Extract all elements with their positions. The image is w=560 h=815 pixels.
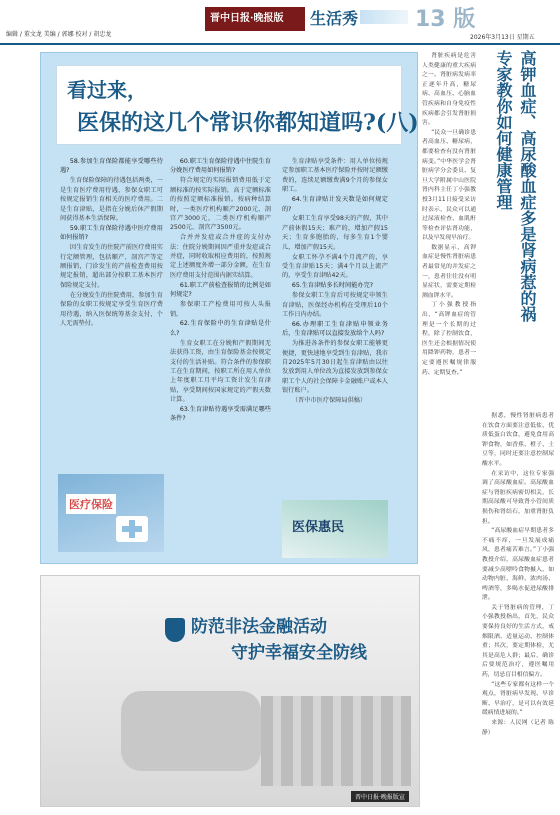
editors-line: 编辑 / 董文龙 美编 / 郭娜 校对 / 胡忠龙 bbox=[6, 31, 112, 38]
paragraph: 62.生育保险中的生育津贴是什么? bbox=[170, 320, 271, 337]
hand-illustration bbox=[121, 691, 261, 771]
section-title: 生活秀 bbox=[310, 9, 359, 28]
ad-line1: 防范非法金融活动 bbox=[191, 617, 327, 637]
paragraph: 因生育发生的住院产前医疗费用实行定额管理，包括顺产、剖宫产等定额报销，门诊发生的产前检查费用按规定报销，超出部分按职工基本医疗保险规定支付。 bbox=[60, 244, 163, 289]
paragraph: 63.生育津贴待遇享受需满足哪些条件? bbox=[170, 406, 271, 423]
source-credit: 来源：人民网（记者 陈静） bbox=[482, 720, 554, 736]
paragraph: 65.生育津贴多长时间能办完? bbox=[291, 282, 374, 290]
title-line1: 高钾血症、高尿酸血症多是肾病惹的祸 bbox=[518, 50, 537, 322]
headline-line2: 医保的这几个常识你都知道吗?(八) bbox=[77, 110, 419, 136]
masthead bbox=[0, 0, 560, 45]
paragraph: 女职工生育享受98天的产假，其中产前休假15天；难产的，增加产假15天；生育多胞胎的，每多生育1个婴儿，增加产假15天。 bbox=[282, 215, 388, 251]
issue-date: 2026年3月13日 星期五 bbox=[470, 34, 535, 41]
paragraph: 参保女职工生育后可按规定申领生育津贴，医保经办机构在受理后10个工作日内办结。 bbox=[282, 292, 388, 318]
paragraph: 肾脏疾病是危害人类健康的重大疾病之一。肾脏病发病率正逐年升高，糖尿病、高血压、心脑血管疾病和自身免疫性疾病都会引发肾脏损害。 bbox=[422, 53, 476, 127]
page-number: 13 版 bbox=[415, 7, 476, 32]
paragraph: 丁小强教授指出，“高钾血症的管理是一个长期的过程，除了控制饮食，医生还会根据情况使用降钾药物，患者一定要遵医嘱规律服药、定期复查。” bbox=[422, 302, 476, 376]
paragraph: 参保职工产检费用可按人头报销。 bbox=[170, 301, 271, 318]
paragraph: 数据显示，高钾血症是慢性肾脏病患者最常见的并发症之一，患者往往没有明显症状，需要定期检测血钾水平。 bbox=[422, 244, 476, 299]
paragraph: 59.职工生育保险待遇中医疗费用如何报销? bbox=[60, 224, 163, 242]
paragraph: 女职工怀孕不满4个月流产的，享受生育津贴15天；满4个月以上流产的，享受生育津贴42天。 bbox=[282, 253, 388, 280]
paragraph: 符合规定的实际报销费用低于定额标准的按实际报销，高于定额标准的按照定额标准报销。按病种结算时，一类医疗机构顺产2000元、剖宫产3000元，二类医疗机构顺产2500元、剖宫产3500元。 bbox=[170, 177, 271, 232]
paragraph: 合并并发症或合并症的支付办法：住院分娩期间因严重并发症或合并症，同时收取相应费用的，按照规定上述额度外增一部分金额，在生育医疗费用支付范围内据实结算。 bbox=[170, 234, 271, 279]
feature-column-3 bbox=[282, 157, 388, 499]
right-article-column-a bbox=[422, 52, 476, 812]
paragraph: “这些专家都有这样一个观点，肾脏病早发现、早诊断、早治疗，是可以有效延缓病情进展的。” bbox=[482, 681, 554, 717]
banner-decoration bbox=[360, 10, 408, 24]
headline-line1: 看过来， bbox=[67, 78, 147, 102]
headline-box bbox=[56, 65, 419, 145]
paragraph: 58.参加生育保险都能享受哪些待遇? bbox=[60, 158, 163, 175]
paragraph: 66.办理职工生育津贴申领业务后，生育津贴可以直接发放给个人吗? bbox=[282, 320, 388, 338]
right-article-column-b bbox=[482, 412, 554, 810]
paragraph: 在采访中，这位专家强调了高尿酸血症。高尿酸血症与肾脏疾病密切相关，长期高尿酸可导致肾小管间质损伤和肾结石，加重肾脏负担。 bbox=[482, 470, 554, 525]
paragraph: 61.职工产前检查报销的比例是如何规定? bbox=[170, 281, 271, 299]
paragraph: 在分娩发生的住院费用，参加生育保险的女职工按规定享受生育医疗费用待遇，纳入医保统筹基金支付，个人无需垫付。 bbox=[60, 291, 163, 327]
paragraph: 60.职工生育保险待遇中住院生育分娩医疗费用如何报销? bbox=[170, 158, 271, 175]
newspaper-logo: 晋中日报·晚报版 bbox=[205, 7, 305, 31]
paragraph: “高尿酸血症早期患者多不痛不痒，一旦发展成痛风，患者痛苦难言。”丁小强教授介绍，高尿酸血症患者要减少高嘌呤食物摄入，如动物内脏、海鲜、浓肉汤、啤酒等，多喝水促进尿酸排泄。 bbox=[482, 528, 554, 602]
source-credit: （晋中市医疗保障局供稿） bbox=[291, 397, 367, 405]
feature-column-1 bbox=[60, 157, 163, 475]
feature-column-2 bbox=[170, 157, 271, 557]
insurance-benefit-illustration bbox=[282, 500, 388, 558]
paragraph: 关于肾脏病的管理，丁小强教授指出，首先，民众要保持良好的生活方式，戒烟限酒、适量运动、控制体重；其次，要定期体检，尤其是高危人群；最后，确诊后要规范治疗，遵医嘱用药，切忌盲目相信偏方。 bbox=[482, 604, 554, 679]
public-service-ad bbox=[40, 575, 420, 807]
title-line2: 专家教你如何健康管理 bbox=[494, 50, 513, 210]
shield-icon bbox=[165, 618, 185, 642]
city-illustration bbox=[261, 696, 411, 786]
illustration-label: 医疗保险 bbox=[66, 494, 116, 514]
paragraph: 为推进各条件的参保女职工能够更便捷，更快速地享受到生育津贴，我市自2025年5月30日起生育津贴由以往发放到用人单位改为直接发放到参保女职工个人的社会保障卡金融账户或本人银行账户。 bbox=[282, 340, 388, 395]
paragraph: 生育女职工在分娩和产假期间无法获得工资，由生育保险基金按规定支付的生活补贴。符合条件的参保职工在生育期间，按职工所在用人单位上年度职工月平均工资计发生育津贴，享受期间按国家规定的产假天数计算。 bbox=[170, 339, 271, 404]
medical-cross-icon bbox=[116, 516, 148, 542]
paragraph: 生育保险保障的待遇包括两类，一是生育医疗费用待遇，参保女职工可按规定报销生育相关的医疗费用。二是生育津贴，是指在分娩后休产假期间获得基本生活保障。 bbox=[60, 177, 163, 222]
paragraph: 据悉，慢性肾脏病患者在饮食方面要注意低盐、优质低蛋白饮食，避免食用高钾食物，如香蕉、橙子、土豆等，同时还要注意控制尿酸水平。 bbox=[482, 413, 554, 467]
ad-signature: 晋中日报·晚报版宣 bbox=[351, 791, 409, 802]
illustration-label: 医保惠民 bbox=[292, 520, 345, 535]
paragraph: “民众一旦确诊患者高血压、糖尿病，都要检查有没有肾脏病变。”中华医学会肾脏病学分会委员、复旦大学附属中山医院肾内科主任丁小强教授3月11日接受采访时表示，民众可以通过尿液检查、血肌酐等检查评估肾功能，以及早发现早治疗。 bbox=[422, 129, 476, 242]
right-article-title bbox=[482, 50, 554, 450]
paragraph: 64.生育津贴计发天数是如何规定的? bbox=[282, 196, 388, 213]
medical-insurance-illustration bbox=[58, 474, 164, 552]
ad-line2: 守护幸福安全防线 bbox=[231, 643, 367, 663]
paragraph: 生育津贴享受条件：用人单位按规定参加职工基本医疗保险并按时足额缴费的，连续足额缴费满9个月的参保女职工。 bbox=[282, 158, 388, 194]
